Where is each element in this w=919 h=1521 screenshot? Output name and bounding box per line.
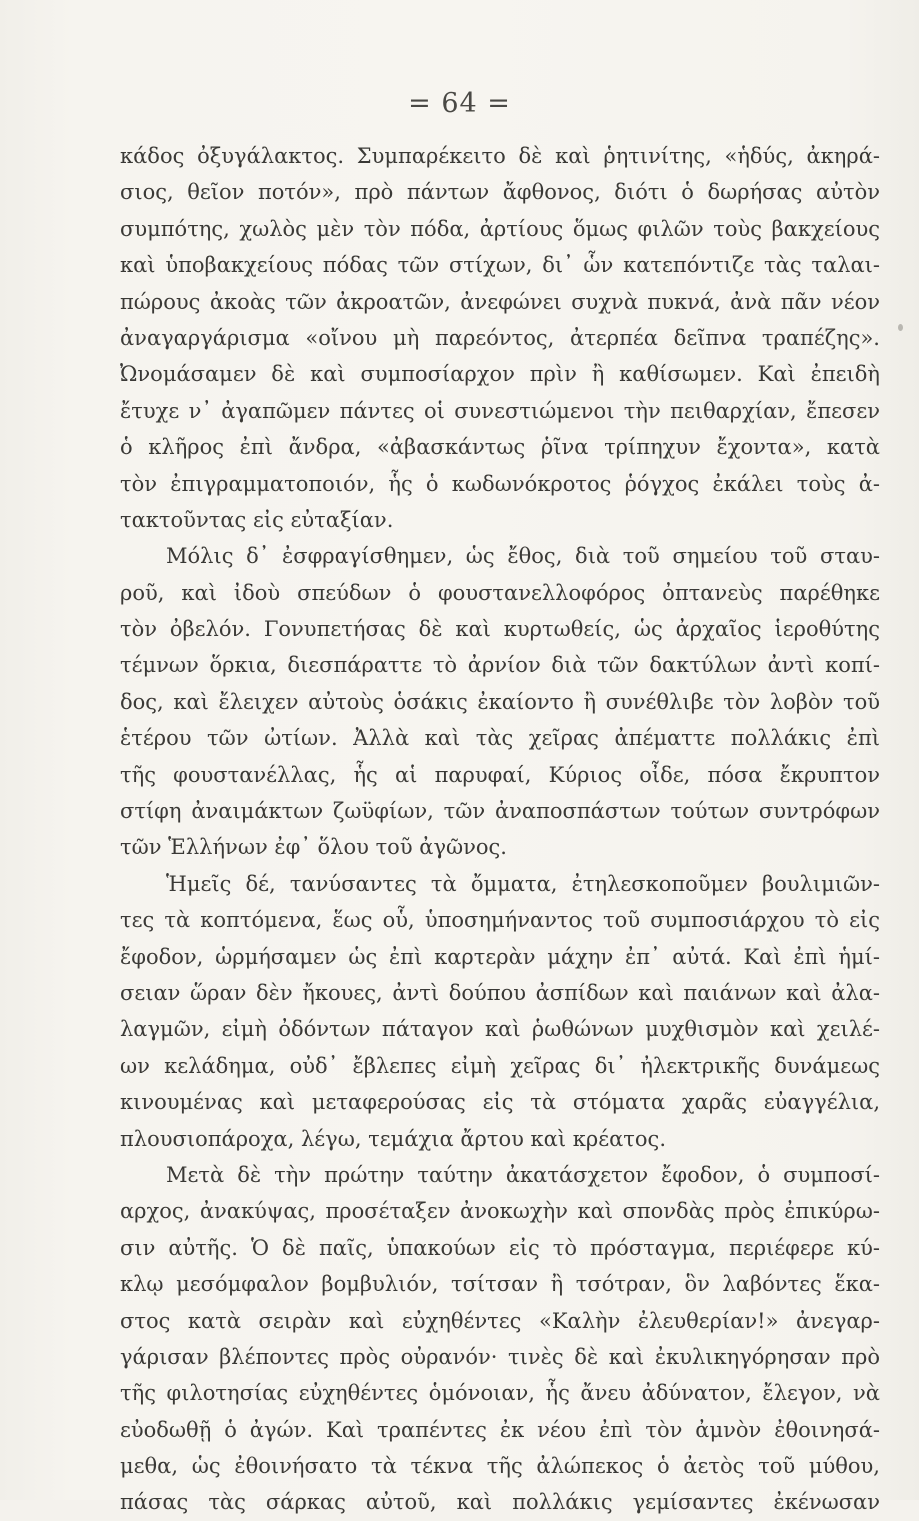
text-line: συμπότης, χωλὸς μὲν τὸν πόδα, ἀρτίους ὅμως φιλῶν τοὺς βακχείους [120, 216, 880, 241]
page-number: = 64 = [408, 88, 511, 119]
text-line: ὁ κλῆρος ἐπὶ ἄνδρα, «ἀβασκάντως ῥῖνα τρίπηχυν ἔχοντα», κατὰ [120, 435, 880, 460]
body-text [120, 138, 880, 1521]
text-line: τὸν ἐπιγραμματοποιόν, ἧς ὁ κωδωνόκροτος ῥόγχος ἐκάλει τοὺς ἀ- [120, 471, 880, 496]
text-line: τῶν Ἑλλήνων ἐφ᾿ ὅλου τοῦ ἀγῶνος. [120, 835, 507, 860]
text-line: κινουμένας καὶ μεταφερούσας εἰς τὰ στόματα χαρᾶς εὐαγγέλια, [120, 1090, 880, 1115]
text-line: τῆς φουστανέλλας, ἧς αἱ παρυφαί, Κύριος οἶδε, πόσα ἔκρυπτον [120, 762, 880, 787]
text-line: γάρισαν βλέποντες πρὸς οὐρανόν· τινὲς δὲ καὶ ἐκυλικηγόρησαν πρὸ [120, 1344, 880, 1369]
text-line: τες τὰ κοπτόμενα, ἕως οὗ, ὑποσημήναντος τοῦ συμποσιάρχου τὸ εἰς [120, 908, 880, 933]
text-line: σιν αὐτῆς. Ὁ δὲ παῖς, ὑπακούων εἰς τὸ πρόσταγμα, περιέφερε κύ- [120, 1235, 880, 1260]
text-line: τακτοῦντας εἰς εὐταξίαν. [120, 507, 394, 532]
paragraph-start-line: Μετὰ δὲ τὴν πρώτην ταύτην ἀκατάσχετον ἔφοδον, ὁ συμποσί- [166, 1162, 880, 1187]
text-line: τὸν ὀβελόν. Γονυπετήσας δὲ καὶ κυρτωθείς, ὡς ἀρχαῖος ἱεροθύτης [120, 617, 880, 642]
text-line: ἑτέρου τῶν ὠτίων. Ἀλλὰ καὶ τὰς χεῖρας ἀπέματτε πολλάκις ἐπὶ [120, 726, 880, 751]
text-line: Ὠνομάσαμεν δὲ καὶ συμποσίαρχον πρὶν ἢ καθίσωμεν. Καὶ ἐπειδὴ [120, 362, 880, 387]
text-line: κλῳ μεσόμφαλον βομβυλιόν, τσίτσαν ἢ τσότραν, ὃν λαβόντες ἕκα- [120, 1272, 880, 1297]
text-line: ἔφοδον, ὡρμήσαμεν ὡς ἐπὶ καρτερὰν μάχην ἐπ᾿ αὐτά. Καὶ ἐπὶ ἡμί- [120, 944, 880, 969]
paragraph-start-line: Μόλις δ᾿ ἐσφραγίσθημεν, ὡς ἔθος, διὰ τοῦ σημείου τοῦ σταυ- [166, 544, 880, 569]
text-line: σειαν ὥραν δὲν ἤκουες, ἀντὶ δούπου ἀσπίδων καὶ παιάνων καὶ ἀλα- [120, 980, 880, 1005]
text-line: πώρους ἀκοὰς τῶν ἀκροατῶν, ἀνεφώνει συχνὰ πυκνά, ἀνὰ πᾶν νέον [120, 289, 880, 314]
text-line: πάσας τὰς σάρκας αὐτοῦ, καὶ πολλάκις γεμίσαντες ἐκένωσαν [120, 1490, 880, 1515]
text-line: τέμνων ὅρκια, διεσπάραττε τὸ ἀρνίον διὰ τῶν δακτύλων ἀντὶ κοπί- [120, 653, 880, 678]
text-line: δος, καὶ ἔλειχεν αὐτοὺς ὁσάκις ἐκαίοντο ἢ συνέθλιβε τὸν λοβὸν τοῦ [120, 689, 880, 714]
text-line: ἀναγαργάρισμα «οἴνου μὴ παρεόντος, ἀτερπέα δεῖπνα τραπέζης». [120, 325, 880, 350]
text-line: τῆς φιλοτησίας εὐχηθέντες ὁμόνοιαν, ἧς ἄνευ ἀδύνατον, ἔλεγον, νὰ [120, 1381, 880, 1406]
text-line: αρχος, ἀνακύψας, προσέταξεν ἀνοκωχὴν καὶ σπονδὰς πρὸς ἐπικύρω- [120, 1199, 880, 1224]
paragraph-start-line: Ἡμεῖς δέ, τανύσαντες τὰ ὄμματα, ἐτηλεσκοποῦμεν βουλιμιῶν- [166, 871, 880, 896]
text-line: εὐοδωθῇ ὁ ἀγών. Καὶ τραπέντες ἐκ νέου ἐπὶ τὸν ἀμνὸν ἐθοινησά- [120, 1417, 880, 1442]
text-line: λαγμῶν, εἰμὴ ὀδόντων πάταγον καὶ ῥωθώνων μυχθισμὸν καὶ χειλέ- [120, 1017, 880, 1042]
text-line: κάδος ὀξυγάλακτος. Συμπαρέκειτο δὲ καὶ ῥητινίτης, «ἡδύς, ἀκηρά- [120, 144, 880, 168]
text-line: μεθα, ὡς ἐθοινήσατο τὰ τέκνα τῆς ἀλώπεκος ὁ ἀετὸς τοῦ μύθου, [120, 1454, 880, 1479]
text-line: στος κατὰ σειρὰν καὶ εὐχηθέντες «Καλὴν ἐλευθερίαν!» ἀνεγαρ- [120, 1308, 880, 1333]
text-line: ἔτυχε ν᾿ ἀγαπῶμεν πάντες οἱ συνεστιώμενοι τὴν πειθαρχίαν, ἔπεσεν [120, 398, 880, 423]
text-line: ροῦ, καὶ ἰδοὺ σπεύδων ὁ φουστανελλοφόρος ὀπτανεὺς παρέθηκε [120, 580, 880, 605]
text-line: ων κελάδημα, οὐδ᾿ ἔβλεπες εἰμὴ χεῖρας δι᾿ ἠλεκτρικῆς δυνάμεως [120, 1053, 880, 1078]
text-line: πλουσιοπάροχα, λέγω, τεμάχια ἄρτου καὶ κρέατος. [120, 1126, 666, 1151]
text-line: καὶ ὑποβακχείους πόδας τῶν στίχων, δι᾿ ὧν κατεπόντιζε τὰς ταλαι- [120, 253, 880, 278]
paper-speck [898, 324, 903, 331]
text-line: στίφη ἀναιμάκτων ζωϋφίων, τῶν ἀναποσπάστων τούτων συντρόφων [120, 799, 880, 824]
text-line: σιος, θεῖον ποτόν», πρὸ πάντων ἄφθονος, διότι ὁ δωρήσας αὐτὸν [120, 180, 880, 205]
